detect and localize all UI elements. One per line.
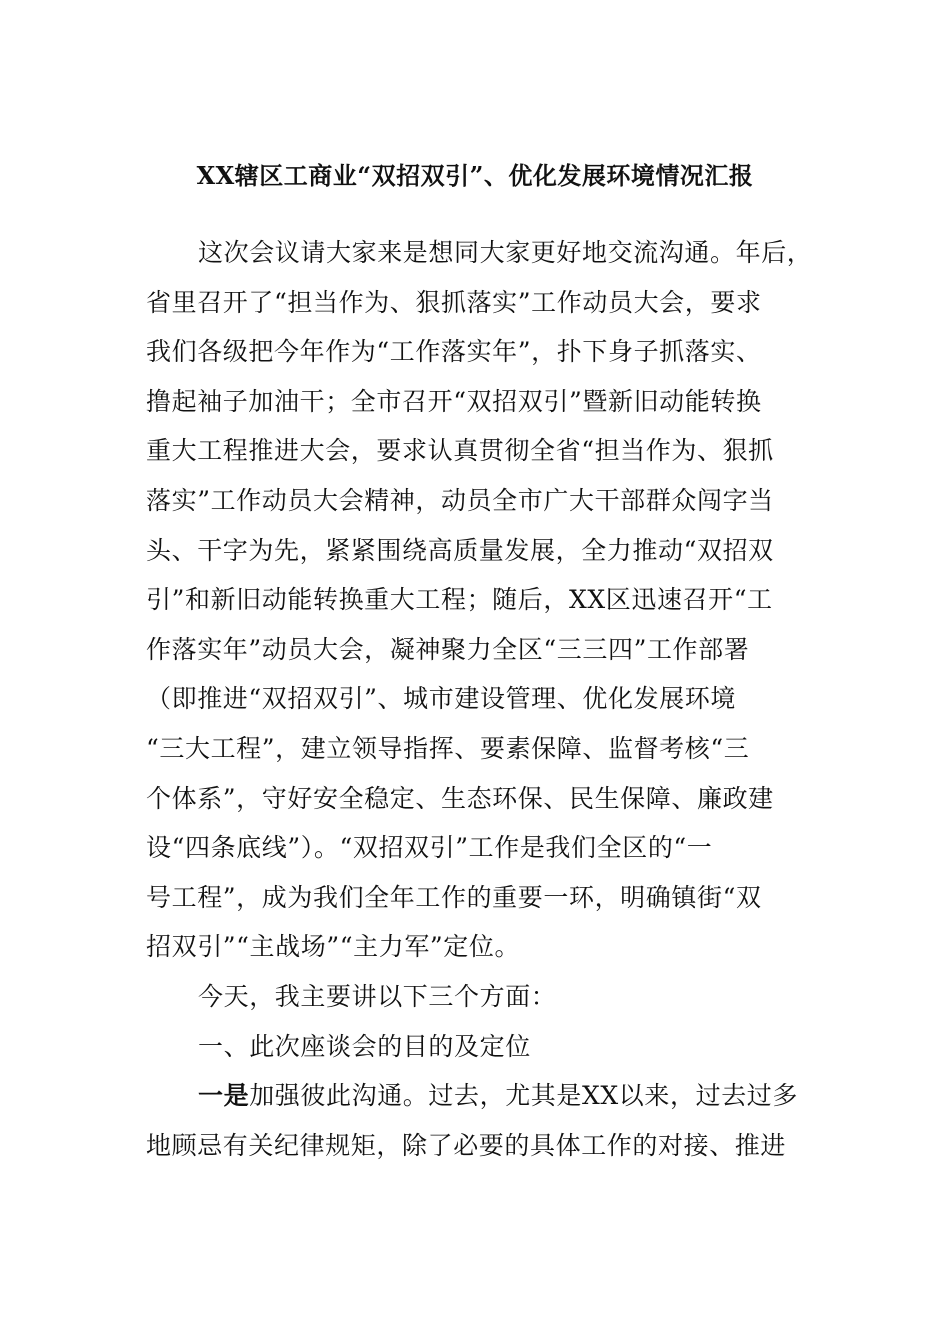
paragraph-line: 个体系”，守好安全稳定、生态环保、民生保障、廉政建: [146, 783, 774, 813]
paragraph-line: 今天，我主要讲以下三个方面：: [198, 981, 557, 1011]
paragraph-line: 撸起袖子加油干；全市召开“双招双引”暨新旧动能转换: [146, 386, 762, 416]
document-title: XX辖区工商业“双招双引”、优化发展环境情况汇报: [196, 161, 754, 190]
paragraph-line: 落实”工作动员大会精神，动员全市广大干部群众闯字当: [146, 485, 774, 515]
paragraph-line: 作落实年”动员大会，凝神聚力全区“三三四”工作部署: [146, 634, 750, 664]
paragraph-point-one: [146, 1071, 802, 1170]
paragraph-intro: [146, 228, 813, 972]
section-heading-text: 一、此次座谈会的目的及定位: [198, 1031, 531, 1061]
document-body: [146, 228, 813, 1170]
paragraph-line: “三大工程”，建立领导指挥、要素保障、监督考核“三: [146, 733, 750, 763]
paragraph-line: 地顾忌有关纪律规矩，除了必要的具体工作的对接、推进: [146, 1130, 787, 1160]
paragraph-line: 招双引”“主战场”“主力军”定位。: [146, 932, 521, 962]
point-text: 加强彼此沟通。过去，尤其是XX以来，过去过多: [249, 1081, 799, 1111]
paragraph-line: 设“四条底线”）。“双招双引”工作是我们全区的“一: [146, 833, 713, 863]
paragraph-line: 重大工程推进大会，要求认真贯彻全省“担当作为、狠抓: [146, 436, 774, 466]
paragraph-line: （即推进“双招双引”、城市建设管理、优化发展环境: [146, 684, 736, 714]
point-lead: 一是: [198, 1081, 250, 1111]
paragraph-line: 省里召开了“担当作为、狠抓落实”工作动员大会，要求: [146, 287, 762, 317]
paragraph-line: 我们各级把今年作为“工作落实年”，扑下身子抓落实、: [146, 337, 762, 367]
section-heading: [146, 1022, 802, 1072]
paragraph-line: 头、干字为先，紧紧围绕高质量发展，全力推动“双招双: [146, 535, 774, 565]
paragraph-line: 引”和新旧动能转换重大工程；随后，XX区迅速召开“工: [146, 585, 773, 615]
paragraph-line: 号工程”，成为我们全年工作的重要一环，明确镇街“双: [146, 882, 762, 912]
paragraph-line: 这次会议请大家来是想同大家更好地交流沟通。年后，: [198, 238, 813, 267]
paragraph-outline-intro: [146, 972, 802, 1022]
paragraph-line: [146, 1071, 802, 1121]
